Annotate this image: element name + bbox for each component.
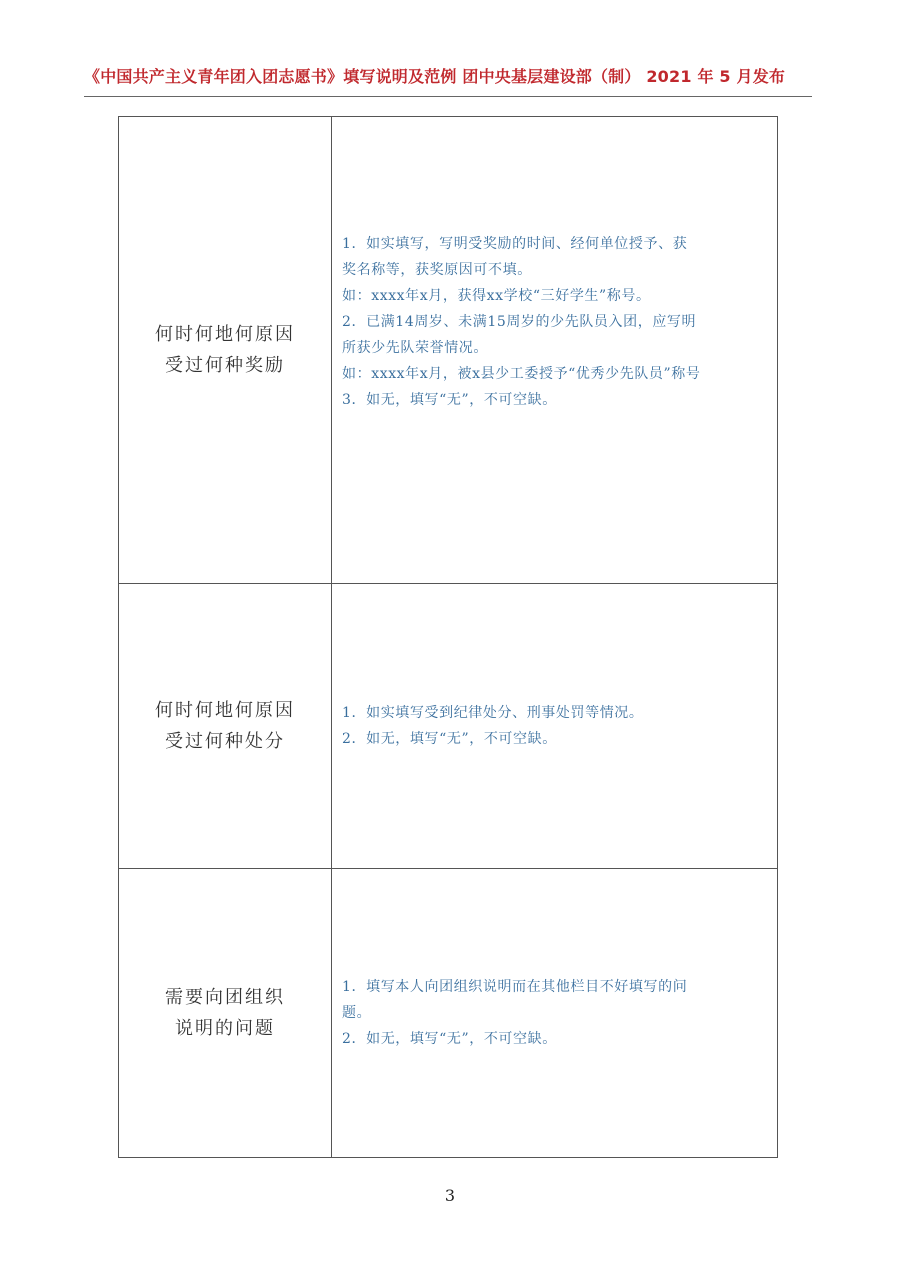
content-line: 1．填写本人向团组织说明而在其他栏目不好填写的问 — [342, 979, 688, 995]
label-cell-awards — [119, 117, 332, 584]
content-cell-other-issues — [332, 869, 778, 1158]
content-line: 1．如实填写，写明受奖励的时间、经何单位授予、获 — [342, 236, 688, 252]
label-line: 受过何种奖励 — [165, 355, 285, 376]
content-line: 2．如无，填写“无”，不可空缺。 — [342, 1031, 557, 1047]
header-divider — [84, 96, 812, 97]
content-line: 题。 — [342, 1005, 372, 1021]
content-line: 3．如无，填写“无”，不可空缺。 — [342, 392, 557, 408]
label-line: 何时何地何原因 — [155, 324, 295, 345]
label-cell-other-issues — [119, 869, 332, 1158]
table-row-awards — [119, 117, 778, 584]
content-line: 所获少先队荣誉情况。 — [342, 340, 488, 356]
content-line: 2．如无，填写“无”，不可空缺。 — [342, 731, 557, 747]
content-line: 如：xxxx年x月，被x县少工委授予“优秀少先队员”称号 — [342, 366, 701, 382]
instruction-table — [118, 116, 778, 1158]
content-line: 奖名称等，获奖原因可不填。 — [342, 262, 532, 278]
label-line: 何时何地何原因 — [155, 700, 295, 721]
label-line: 受过何种处分 — [165, 731, 285, 752]
content-cell-punishments — [332, 584, 778, 869]
content-cell-awards — [332, 117, 778, 584]
content-line: 如：xxxx年x月，获得xx学校“三好学生”称号。 — [342, 288, 651, 304]
table-row-other-issues — [119, 869, 778, 1158]
table-row-punishments — [119, 584, 778, 869]
label-line: 需要向团组织 — [165, 987, 285, 1008]
content-line: 2．已满14周岁、未满15周岁的少先队员入团，应写明 — [342, 314, 697, 330]
label-cell-punishments — [119, 584, 332, 869]
content-line: 1．如实填写受到纪律处分、刑事处罚等情况。 — [342, 705, 644, 721]
label-line: 说明的问题 — [175, 1018, 275, 1039]
document-header: 《中国共产主义青年团入团志愿书》填写说明及范例 团中央基层建设部（制） 2021 年 5 月发布 — [84, 67, 786, 86]
page-number: 3 — [444, 1186, 456, 1205]
